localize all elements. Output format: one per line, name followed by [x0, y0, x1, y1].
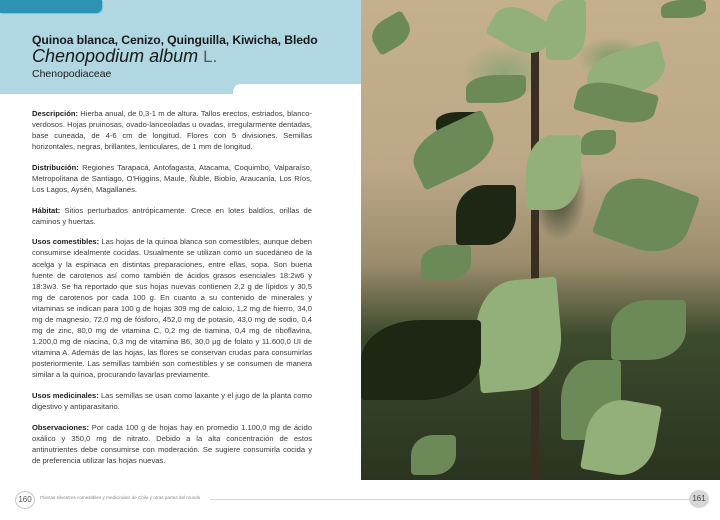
footer-rule — [210, 499, 692, 500]
photo-leaf — [361, 320, 481, 400]
scientific-name — [32, 46, 217, 67]
photo-leaf — [661, 0, 706, 18]
section-observations — [32, 422, 312, 466]
header-cutout — [233, 84, 363, 98]
photo-leaf — [526, 135, 581, 210]
section-text: Sitios perturbados antrópicamente. Crece en lotes baldíos, orillas de caminos y huertas. — [32, 205, 312, 226]
section-label: Descripción: — [32, 109, 78, 118]
section-label: Usos comestibles: — [32, 237, 100, 247]
page-number-right: 161 — [689, 490, 709, 508]
photo-leaf — [611, 300, 686, 360]
scientific-name-author: L. — [203, 47, 218, 66]
photo-leaf — [546, 0, 586, 60]
section-habitat — [32, 205, 312, 227]
section-text: Por cada 100 g de hojas hay en promedio 1.100,0 mg de ácido oxálico y 350,0 mg de nitrato. Debido a la alta concentración de estos antinutrientes debe consumirse con moderación. Se sugiere consumirla cocida y de preferencia utilizar las hojas nuevas. — [32, 422, 312, 466]
photo-leaf — [471, 277, 565, 394]
scientific-name-binomial: Chenopodium album — [32, 46, 199, 66]
footer-book-title: Plantas silvestres comestibles y medicinales de Chile y otras partes del mundo — [40, 495, 201, 500]
photo-leaf — [366, 10, 416, 56]
photo-stem — [531, 40, 539, 480]
photo-leaf — [421, 245, 471, 280]
family-name: Chenopodiaceae — [32, 68, 112, 80]
section-distribution — [32, 162, 312, 195]
page-number-left: 160 — [15, 491, 35, 509]
photo-leaf — [592, 167, 701, 264]
header-tab — [0, 0, 102, 13]
section-text: Las semillas se usan como laxante y el jugo de la planta como digestivo y antiparasitario. — [32, 391, 313, 412]
photo-leaf — [581, 130, 616, 155]
section-label: Hábitat: — [32, 205, 61, 215]
photo-leaf — [466, 75, 526, 103]
section-edible-uses — [32, 236, 312, 380]
section-label: Observaciones: — [32, 422, 89, 432]
common-names-heading: Quinoa blanca, Cenizo, Quinguilla, Kiwicha, Bledo — [32, 33, 318, 47]
photo-leaf — [456, 185, 516, 245]
plant-photo — [361, 0, 720, 480]
section-text: Regiones Tarapacá, Antofagasta, Atacama, Coquimbo, Valparaíso, Metropolitana de Santiago, O'Higgins, Maule, Ñuble, Biobío, Araucanía, Los Ríos, Los Lagos, Aysén, Magallanes. — [32, 162, 312, 195]
section-medicinal-uses — [32, 390, 312, 412]
photo-leaf — [411, 435, 456, 475]
section-label: Distribución: — [32, 162, 79, 172]
section-text: Hierba anual, de 0,3-1 m de altura. Tallos erectos, estriados, blanco-verdosos. Hojas pruinosas, ovado-lanceoladas u ovadas, irregularmente dentadas, base cuneada, de 4-6 cm de longitud. Flores con 5 divisiones. Semillas horizontales, negras, brillantes, lenticulares, de 1 mm de longitud. — [32, 109, 312, 152]
photo-leaf — [404, 109, 502, 190]
section-text: Las hojas de la quinoa blanca son comestibles, aunque deben consumirse idealmente cocidas. Usualmente se utilizan como un sucedáneo de la acelga y la espinaca en distintas preparaciones, entre ellas, sopa. Son buena fuente de carotenos así como también de ácidos grasos esenciales 18:2w6 y 18:3w3. Se ha reportado que sus hojas nuevas contienen 2,2 g de lípidos y 30,5 mg de carotenos por cada 100 g. En cuanto a su contenido de minerales y vitaminas se indican para 100 g de hojas 309 mg de calcio, 1,2 mg de hierro, 34,0 mg de magnesio, 72,0 mg de fósforo, 452,0 mg de potasio, 43,0 mg de sodio, 0,4 mg de zinc, 80,0 mg de vitamina C, 0,2 mg de tiamina, 0,4 mg de riboflavina, 1.200,0 mg de niacina, 0,3 mg de vitamina B6, 30,0 µg de folato y 11.600,0 UI de vitamina A. Además de las hojas, las flores se conservan crudas para consumirlas posteriormente. Las semillas también son comestibles y se consumen de manera similar a la quinoa, procurando lavarlas previamente. — [32, 237, 313, 380]
species-description — [32, 108, 312, 476]
section-label: Usos medicinales: — [32, 391, 99, 401]
section-description — [32, 108, 312, 152]
